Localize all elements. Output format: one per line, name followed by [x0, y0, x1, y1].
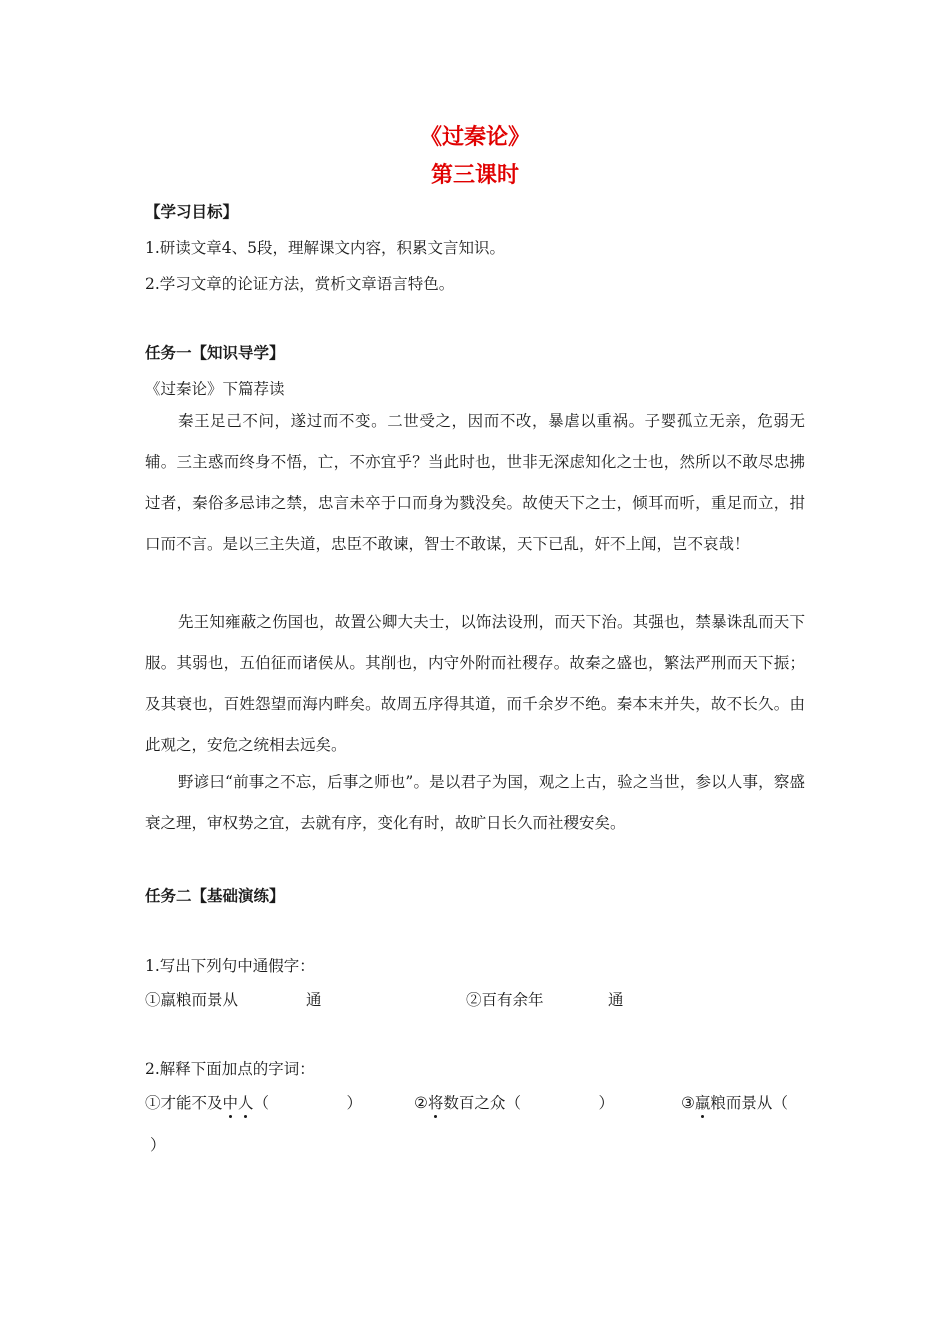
passage-paragraph-1: 秦王足己不问，遂过而不变。二世受之，因而不改，暴虐以重祸。子婴孤立无亲，危弱无辅。三主惑而终身不悟，亡，不亦宜乎？当此时也，世非无深虑知化之士也，然所以不敢尽忠拂过者，秦俗多忌讳之禁，忠言未卒于口而身为戮没矣。故使天下之士，倾耳而听，重足而立，拑口而不言。是以三主失道，忠臣不敢谏，智士不敢谋，天下已乱，奸不上闻，岂不哀哉！: [145, 412, 805, 553]
q2-item-2: [414, 1091, 614, 1113]
q2-item-1-text: ①才能不及: [145, 1094, 223, 1112]
goal-item-1: 1.研读文章4、5段，理解课文内容，积累文言知识。: [145, 239, 506, 257]
dotted-char: 中: [223, 1091, 239, 1113]
answer-blank: （ ）: [253, 1094, 363, 1112]
q1-item-2: ②百有余年: [466, 991, 544, 1009]
task2-heading: 任务二【基础演练】: [145, 887, 285, 905]
q1-tong-2: 通: [608, 991, 624, 1009]
goal-item-2: 2.学习文章的论证方法，赏析文章语言特色。: [145, 275, 455, 293]
passage-paragraph-2: 先王知雍蔽之伤国也，故置公卿大夫士，以饰法设刑，而天下治。其强也，禁暴诛乱而天下服。其弱也，五伯征而诸侯从。其削也，内守外附而社稷存。故秦之盛也，繁法严刑而天下振；及其衰也，百姓怨望而海内畔矣。故周五序得其道，而千余岁不绝。秦本末并失，故不长久。由此观之，安危之统相去远矣。: [145, 613, 805, 754]
dotted-char: 将: [428, 1091, 444, 1113]
q2-item-3-text: 粮而景从: [710, 1094, 773, 1112]
document-title: 《过秦论》: [419, 125, 530, 150]
dotted-char: 羸: [695, 1091, 711, 1113]
goals-heading: 【学习目标】: [145, 203, 239, 221]
q2-item-3-number: ③: [681, 1094, 695, 1112]
answer-blank-open: （: [772, 1094, 788, 1112]
task1-heading: 任务一【知识导学】: [145, 344, 285, 362]
answer-blank-close: ）: [150, 1136, 166, 1154]
q1-item-1: ①羸粮而景从: [145, 991, 239, 1009]
dotted-char: 人: [238, 1091, 254, 1113]
task1-source: 《过秦论》下篇荐读: [145, 380, 285, 398]
q1-prompt: 1.写出下列句中通假字：: [145, 957, 315, 975]
q2-item-1: [145, 1091, 362, 1113]
q2-prompt: 2.解释下面加点的字词：: [145, 1060, 315, 1078]
q1-tong-1: 通: [306, 991, 322, 1009]
answer-blank: （ ）: [505, 1094, 614, 1112]
passage-paragraph-3: 野谚曰“前事之不忘，后事之师也”。是以君子为国，观之上古，验之当世，参以人事，察盛衰之理，审权势之宜，去就有序，变化有时，故旷日长久而社稷安矣。: [145, 773, 805, 832]
q2-item-2-number: ②: [414, 1094, 428, 1112]
q2-item-3: [681, 1091, 788, 1113]
document-subtitle: 第三课时: [430, 163, 519, 188]
q2-item-2-text: 数百之众: [443, 1094, 506, 1112]
